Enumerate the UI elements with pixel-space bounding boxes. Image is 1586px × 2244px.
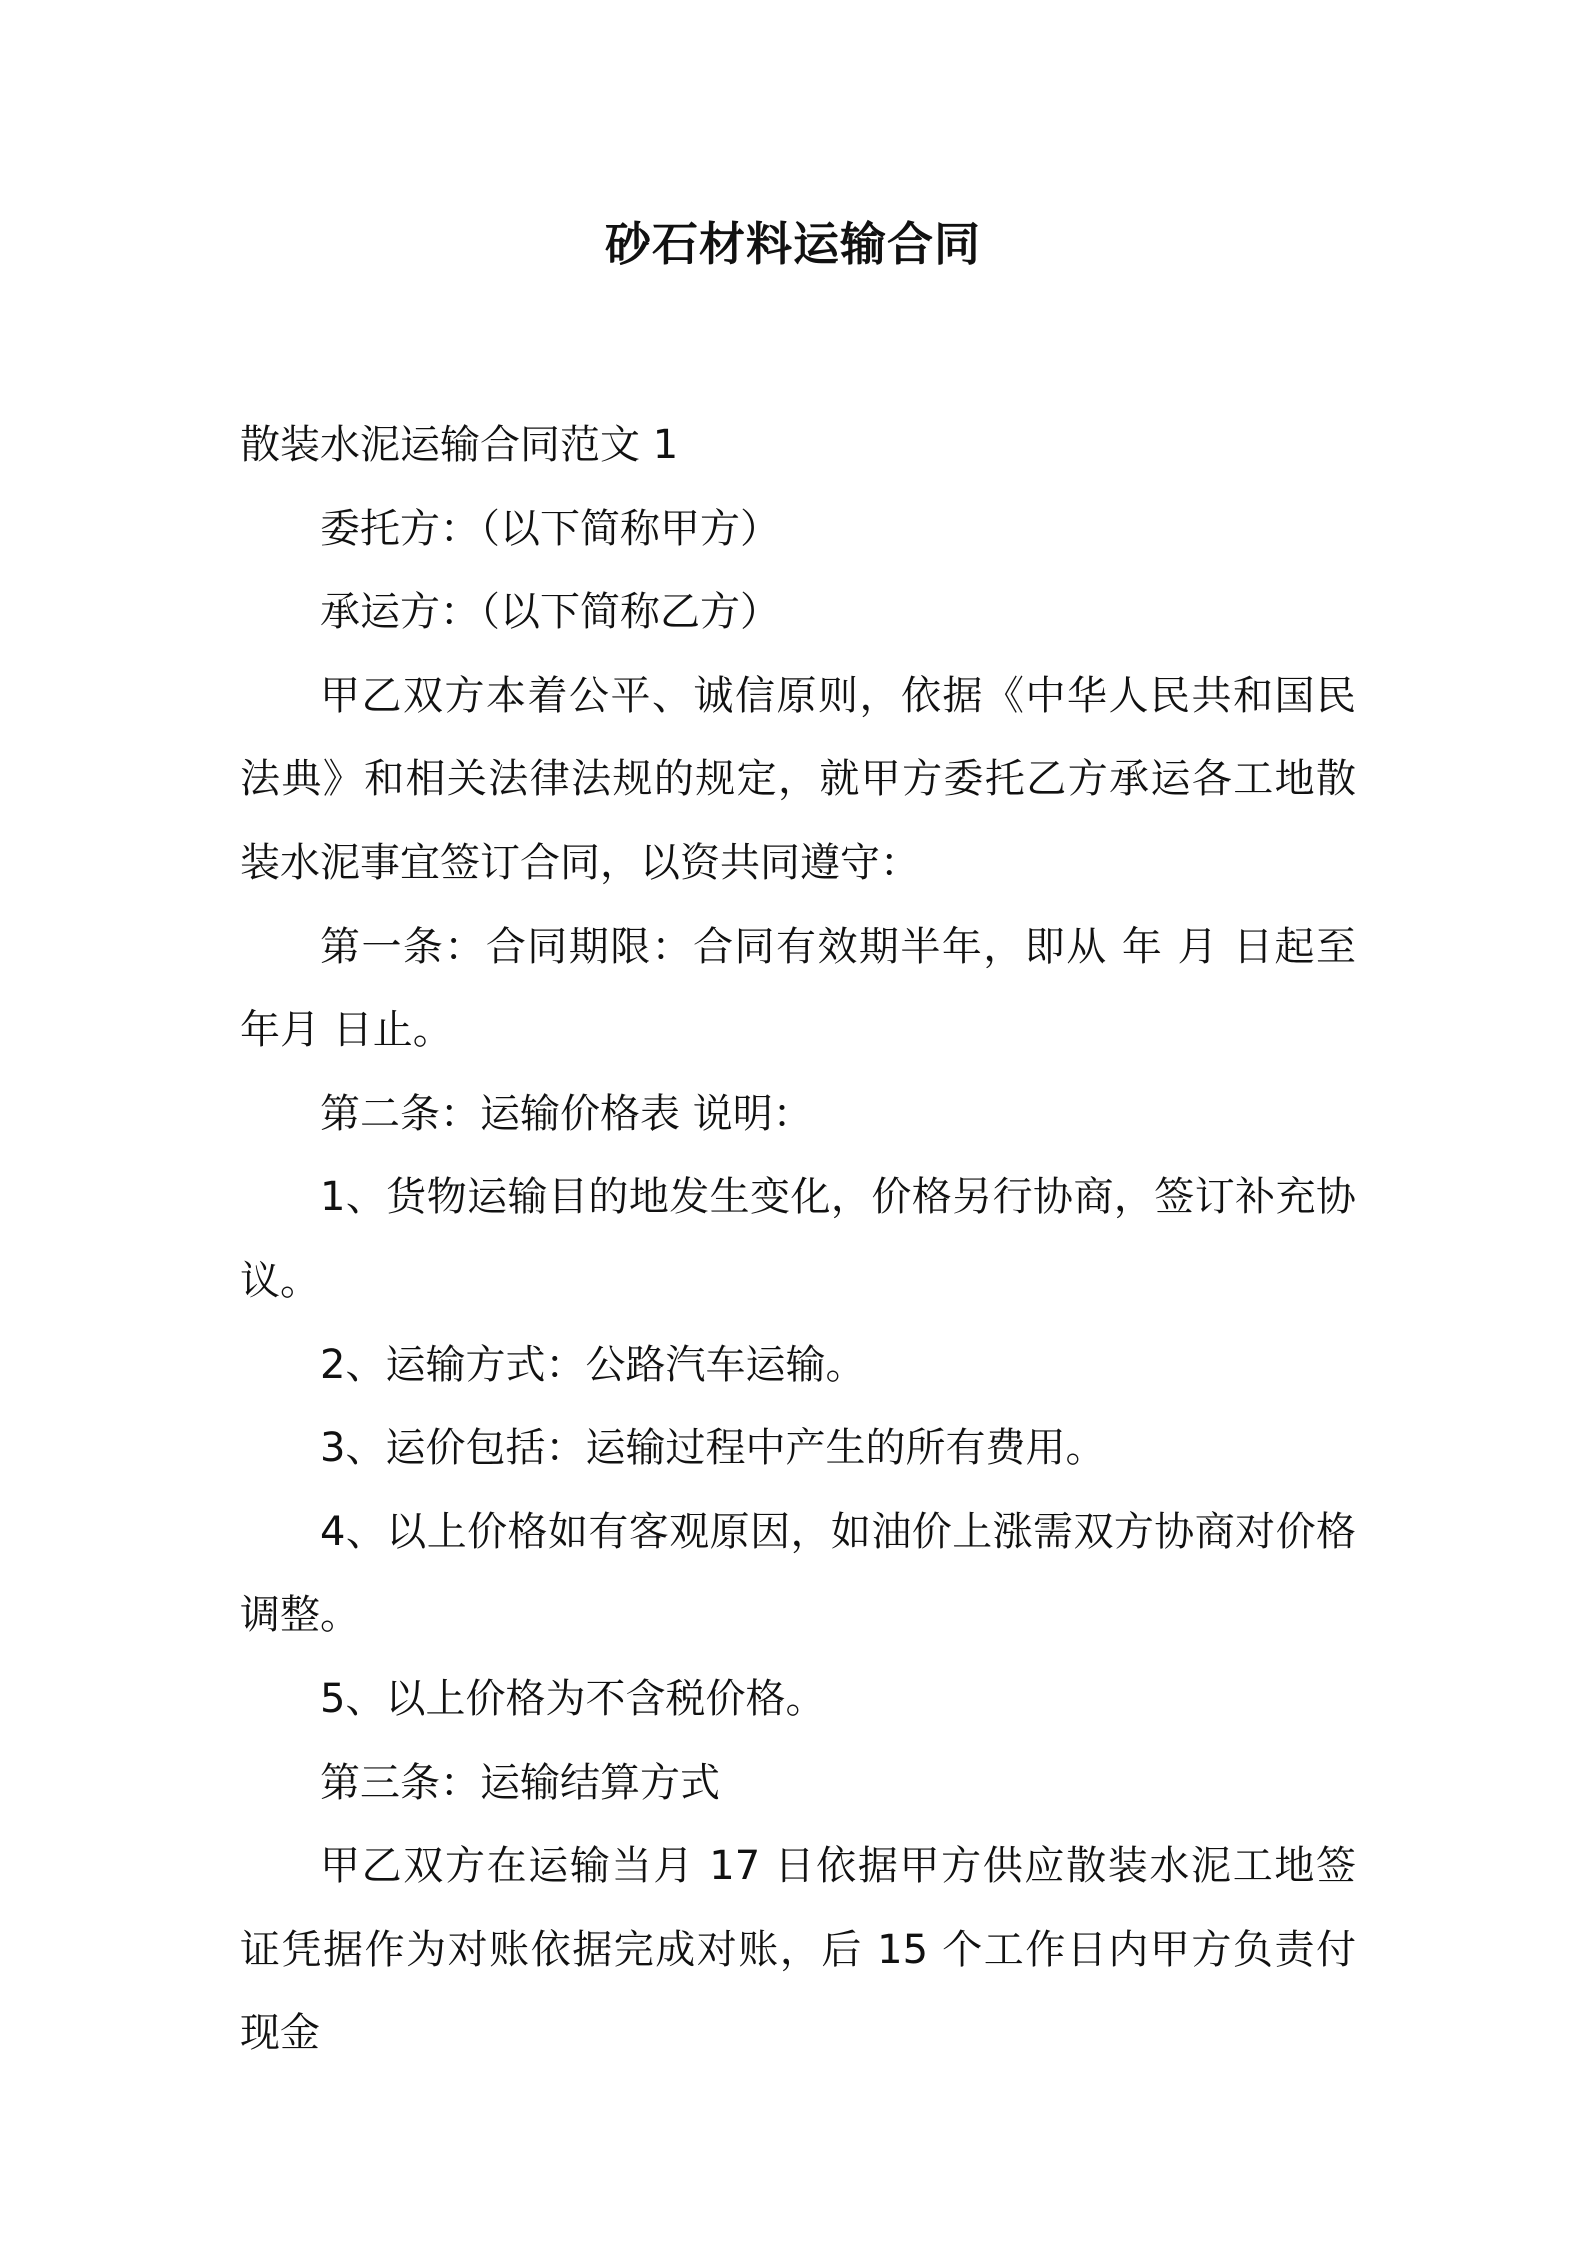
article-3-heading: 第三条：运输结算方式 <box>320 1759 720 1806</box>
article-3-paragraph: 甲乙双方在运输当月 17 日依据甲方供应散装水泥工地签证凭据作为对账依据完成对账，后 15 个工作日内甲方负责付现金 <box>240 1843 1356 2057</box>
preamble-paragraph: 甲乙双方本着公平、诚信原则，依据《中华人民共和国民法典》和相关法律法规的规定，就甲方委托乙方承运各工地散装水泥事宜签订合同，以资共同遵守： <box>240 672 1356 886</box>
document-body <box>240 404 1356 2076</box>
note-item-4: 4、以上价格如有客观原因，如油价上涨需双方协商对价格调整。 <box>240 1508 1356 1639</box>
note-item-5: 5、以上价格为不含税价格。 <box>320 1675 826 1722</box>
article-1-paragraph: 第一条：合同期限：合同有效期半年，即从 年 月 日起至 年月 日止。 <box>240 923 1356 1054</box>
note-item-3: 3、运价包括：运输过程中产生的所有费用。 <box>320 1425 1106 1472</box>
note-item-2: 2、运输方式：公路汽车运输。 <box>320 1341 866 1388</box>
carrier-party-line: 承运方：（以下简称乙方） <box>320 589 780 636</box>
note-item-1: 1、货物运输目的地发生变化，价格另行协商，签订补充协议。 <box>240 1174 1356 1304</box>
client-party-line: 委托方：（以下简称甲方） <box>320 505 780 552</box>
article-2-heading: 第二条：运输价格表 说明： <box>320 1090 813 1137</box>
document-title: 砂石材料运输合同 <box>605 217 981 271</box>
section-heading: 散装水泥运输合同范文 1 <box>240 422 679 468</box>
